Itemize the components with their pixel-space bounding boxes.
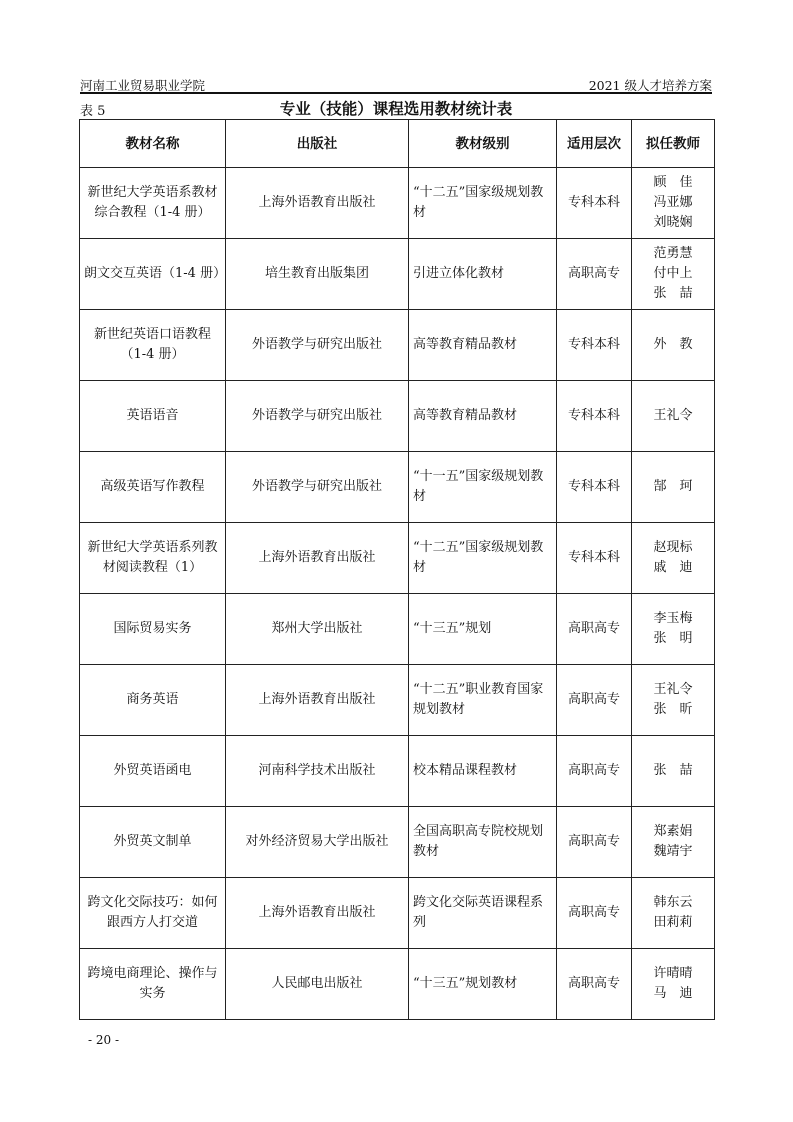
table-number: 表 5 — [80, 104, 106, 119]
applicable-level-cell: 专科本科 — [557, 310, 632, 381]
applicable-level-cell: 专科本科 — [557, 381, 632, 452]
teacher-name: 刘晓娴 — [653, 215, 693, 230]
textbook-name-cell: 跨境电商理论、操作与实务 — [80, 949, 226, 1020]
teacher-name: 郜 珂 — [653, 479, 693, 494]
teacher-name: 韩东云 — [653, 895, 693, 910]
table-row — [80, 594, 715, 665]
table-row — [80, 310, 715, 381]
teacher-name: 赵现标 — [653, 540, 693, 555]
teacher-cell — [632, 736, 715, 807]
teacher-name: 付中上 — [653, 266, 693, 281]
teacher-name: 王礼令 — [653, 682, 693, 697]
column-header-publisher: 出版社 — [226, 120, 409, 168]
teacher-name: 张 喆 — [653, 763, 693, 778]
table-row — [80, 452, 715, 523]
teacher-name: 郑素娟 — [653, 824, 693, 839]
teacher-name: 范勇慧 — [653, 246, 693, 261]
teacher-cell — [632, 878, 715, 949]
textbook-level-cell: “十三五”规划 — [409, 594, 557, 665]
table-row — [80, 878, 715, 949]
textbook-level-cell: “十三五”规划教材 — [409, 949, 557, 1020]
textbook-name-cell: 跨文化交际技巧：如何跟西方人打交道 — [80, 878, 226, 949]
table-row — [80, 949, 715, 1020]
header-document-title: 2021 级人才培养方案 — [588, 78, 712, 93]
textbook-level-cell: 跨文化交际英语课程系列 — [409, 878, 557, 949]
teacher-cell — [632, 665, 715, 736]
page-header — [80, 72, 712, 94]
teacher-name: 外 教 — [653, 337, 693, 352]
publisher-cell: 上海外语教育出版社 — [226, 168, 409, 239]
teacher-name: 李玉梅 — [653, 611, 693, 626]
header-school-name: 河南工业贸易职业学院 — [80, 78, 206, 93]
table-row — [80, 381, 715, 452]
teacher-cell — [632, 949, 715, 1020]
teacher-name: 张 昕 — [653, 702, 693, 717]
table-row — [80, 168, 715, 239]
applicable-level-cell: 高职高专 — [557, 736, 632, 807]
textbook-name-cell: 外贸英语函电 — [80, 736, 226, 807]
table-row — [80, 807, 715, 878]
teacher-name: 张 明 — [653, 631, 693, 646]
teacher-cell — [632, 310, 715, 381]
teacher-name: 戚 迪 — [653, 560, 693, 575]
table-title: 专业（技能）课程选用教材统计表 — [279, 99, 513, 118]
textbook-name-cell: 英语语音 — [80, 381, 226, 452]
publisher-cell: 外语教学与研究出版社 — [226, 381, 409, 452]
textbook-name-cell: 国际贸易实务 — [80, 594, 226, 665]
publisher-cell: 郑州大学出版社 — [226, 594, 409, 665]
textbook-level-cell: 全国高职高专院校规划教材 — [409, 807, 557, 878]
applicable-level-cell: 专科本科 — [557, 452, 632, 523]
teacher-cell — [632, 239, 715, 310]
applicable-level-cell: 高职高专 — [557, 807, 632, 878]
publisher-cell: 人民邮电出版社 — [226, 949, 409, 1020]
publisher-cell: 外语教学与研究出版社 — [226, 310, 409, 381]
table-row — [80, 239, 715, 310]
applicable-level-cell: 高职高专 — [557, 665, 632, 736]
column-header-applicable-level: 适用层次 — [557, 120, 632, 168]
table-row — [80, 523, 715, 594]
textbook-name-cell: 高级英语写作教程 — [80, 452, 226, 523]
teacher-cell — [632, 523, 715, 594]
publisher-cell: 上海外语教育出版社 — [226, 878, 409, 949]
applicable-level-cell: 专科本科 — [557, 168, 632, 239]
textbook-level-cell: “十二五”职业教育国家规划教材 — [409, 665, 557, 736]
textbook-name-cell: 新世纪大学英语系教材综合教程（1-4 册） — [80, 168, 226, 239]
teacher-name: 冯亚娜 — [653, 195, 693, 210]
textbook-level-cell: 高等教育精品教材 — [409, 310, 557, 381]
textbook-level-cell: 引进立体化教材 — [409, 239, 557, 310]
teacher-name: 王礼令 — [653, 408, 693, 423]
applicable-level-cell: 高职高专 — [557, 239, 632, 310]
teacher-cell — [632, 381, 715, 452]
table-caption — [80, 97, 712, 119]
applicable-level-cell: 高职高专 — [557, 594, 632, 665]
teacher-name: 顾 佳 — [653, 175, 693, 190]
table-row — [80, 665, 715, 736]
teacher-name: 许晴晴 — [653, 966, 693, 981]
applicable-level-cell: 高职高专 — [557, 949, 632, 1020]
publisher-cell: 对外经济贸易大学出版社 — [226, 807, 409, 878]
applicable-level-cell: 专科本科 — [557, 523, 632, 594]
table-row — [80, 736, 715, 807]
textbook-level-cell: “十二五”国家级规划教材 — [409, 168, 557, 239]
page-number: - 20 - — [88, 1033, 120, 1047]
textbook-name-cell: 朗文交互英语（1-4 册） — [80, 239, 226, 310]
column-header-textbook-level: 教材级别 — [409, 120, 557, 168]
textbook-level-cell: 校本精品课程教材 — [409, 736, 557, 807]
teacher-name: 魏靖宇 — [653, 844, 693, 859]
textbook-level-cell: “十一五”国家级规划教材 — [409, 452, 557, 523]
publisher-cell: 河南科学技术出版社 — [226, 736, 409, 807]
teacher-cell — [632, 594, 715, 665]
textbook-level-cell: “十二五”国家级规划教材 — [409, 523, 557, 594]
publisher-cell: 上海外语教育出版社 — [226, 665, 409, 736]
publisher-cell: 外语教学与研究出版社 — [226, 452, 409, 523]
teacher-name: 田莉莉 — [653, 915, 693, 930]
textbook-name-cell: 外贸英文制单 — [80, 807, 226, 878]
textbook-level-cell: 高等教育精品教材 — [409, 381, 557, 452]
textbook-name-cell: 商务英语 — [80, 665, 226, 736]
table-header-row — [80, 120, 715, 168]
publisher-cell: 培生教育出版集团 — [226, 239, 409, 310]
applicable-level-cell: 高职高专 — [557, 878, 632, 949]
teacher-cell — [632, 452, 715, 523]
teacher-cell — [632, 807, 715, 878]
teacher-name: 马 迪 — [653, 986, 693, 1001]
textbook-table — [79, 119, 715, 1020]
textbook-name-cell: 新世纪英语口语教程（1-4 册） — [80, 310, 226, 381]
publisher-cell: 上海外语教育出版社 — [226, 523, 409, 594]
teacher-name: 张 喆 — [653, 286, 693, 301]
teacher-cell — [632, 168, 715, 239]
column-header-teacher: 拟任教师 — [632, 120, 715, 168]
column-header-textbook-name: 教材名称 — [80, 120, 226, 168]
textbook-name-cell: 新世纪大学英语系列教材阅读教程（1） — [80, 523, 226, 594]
